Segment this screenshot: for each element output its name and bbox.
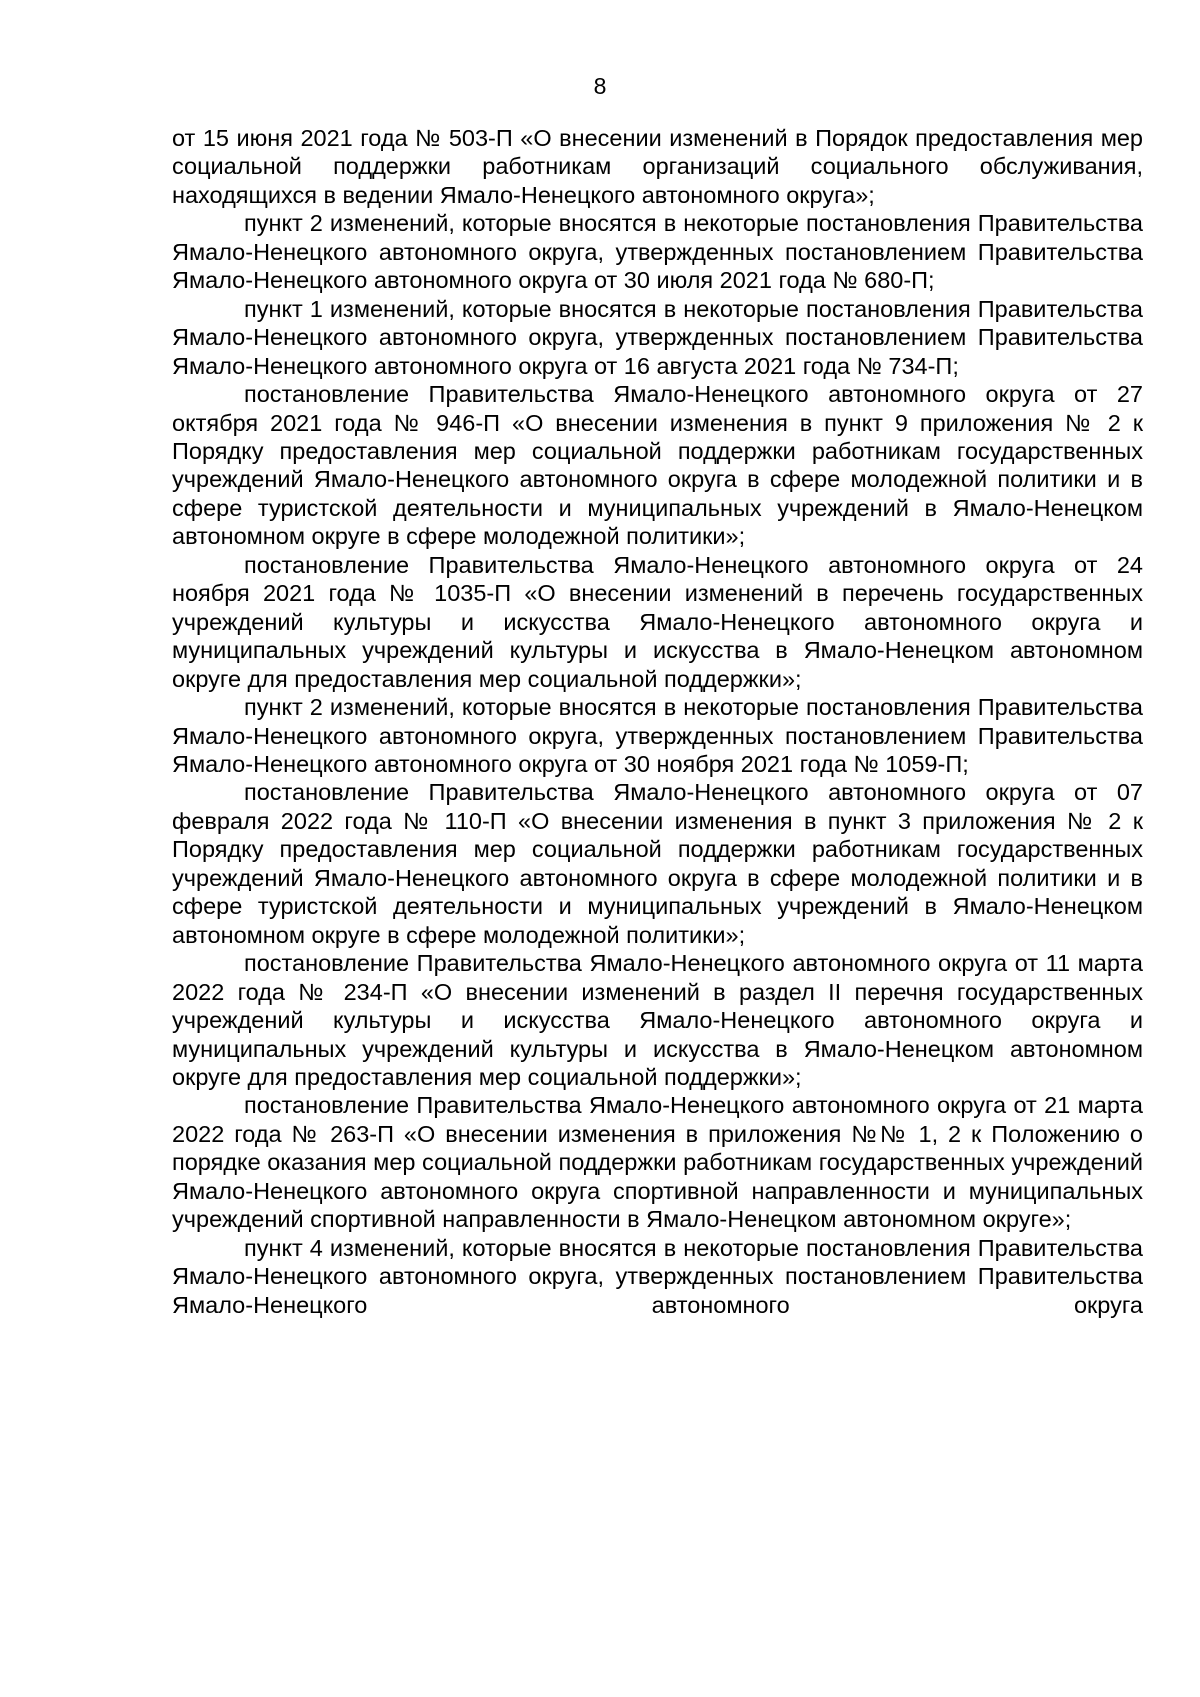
paragraph-resolution-234: постановление Правительства Ямало-Ненецкого автономного округа от 11 марта 2022 года № 234-П «О внесении изменений в раздел II перечня государственных учреждений культуры и искусства Ямало-Ненецкого автономного округа и муниципальных учреждений культуры и искусства в Ямало-Ненецком автономном округе для предоставления мер социальной поддержки»; (172, 950, 1143, 1090)
paragraph-resolution-734: пункт 1 изменений, которые вносятся в некоторые постановления Правительства Ямало-Ненецкого автономного округа, утвержденных постановлением Правительства Ямало-Ненецкого автономного округа от 16 августа 2021 года № 734-П; (172, 295, 1143, 379)
paragraph-resolution-946: постановление Правительства Ямало-Ненецкого автономного округа от 27 октября 2021 года № 946-П «О внесении изменения в пункт 9 приложения № 2 к Порядку предоставления мер социальной поддержки работникам государственных учреждений Ямало-Ненецкого автономного округа в сфере молодежной политики и в сфере туристской деятельности и муниципальных учреждений в Ямало-Ненецком автономном округе в сфере молодежной политики»; (172, 381, 1143, 550)
paragraph-continued: пункт 4 изменений, которые вносятся в некоторые постановления Правительства Ямало-Ненецкого автономного округа, утвержденных постановлением Правительства Ямало-Ненецкого автономного округа (172, 1234, 1143, 1318)
paragraph-resolution-680: пункт 2 изменений, которые вносятся в некоторые постановления Правительства Ямало-Ненецкого автономного округа, утвержденных постановлением Правительства Ямало-Ненецкого автономного округа от 30 июля 2021 года № 680-П; (172, 210, 1143, 294)
document-body (172, 124, 1143, 1319)
paragraph-resolution-1035: постановление Правительства Ямало-Ненецкого автономного округа от 24 ноября 2021 года № 1035-П «О внесении изменений в перечень государственных учреждений культуры и искусства Ямало-Ненецкого автономного округа и муниципальных учреждений культуры и искусства в Ямало-Ненецком автономном округе для предоставления мер социальной поддержки»; (172, 551, 1143, 692)
page-number: 8 (593, 73, 607, 99)
paragraph-resolution-110: постановление Правительства Ямало-Ненецкого автономного округа от 07 февраля 2022 года № 110-П «О внесении изменения в пункт 3 приложения № 2 к Порядку предоставления мер социальной поддержки работникам государственных учреждений Ямало-Ненецкого автономного округа в сфере молодежной политики и в сфере туристской деятельности и муниципальных учреждений в Ямало-Ненецком автономном округе в сфере молодежной политики»; (172, 779, 1143, 948)
paragraph-resolution-263: постановление Правительства Ямало-Ненецкого автономного округа от 21 марта 2022 года № 263-П «О внесении изменения в приложения №№ 1, 2 к Положению о порядке оказания мер социальной поддержки работникам государственных учреждений Ямало-Ненецкого автономного округа спортивной направленности и муниципальных учреждений спортивной направленности в Ямало-Ненецком автономном округе»; (172, 1092, 1143, 1233)
paragraph-resolution-1059: пункт 2 изменений, которые вносятся в некоторые постановления Правительства Ямало-Ненецкого автономного округа, утвержденных постановлением Правительства Ямало-Ненецкого автономного округа от 30 ноября 2021 года № 1059-П; (172, 694, 1143, 777)
paragraph-resolution-503: от 15 июня 2021 года № 503-П «О внесении изменений в Порядок предоставления мер социальной поддержки работникам организаций социального обслуживания, находящихся в ведении Ямало-Ненецкого автономного округа»; (172, 125, 1143, 208)
